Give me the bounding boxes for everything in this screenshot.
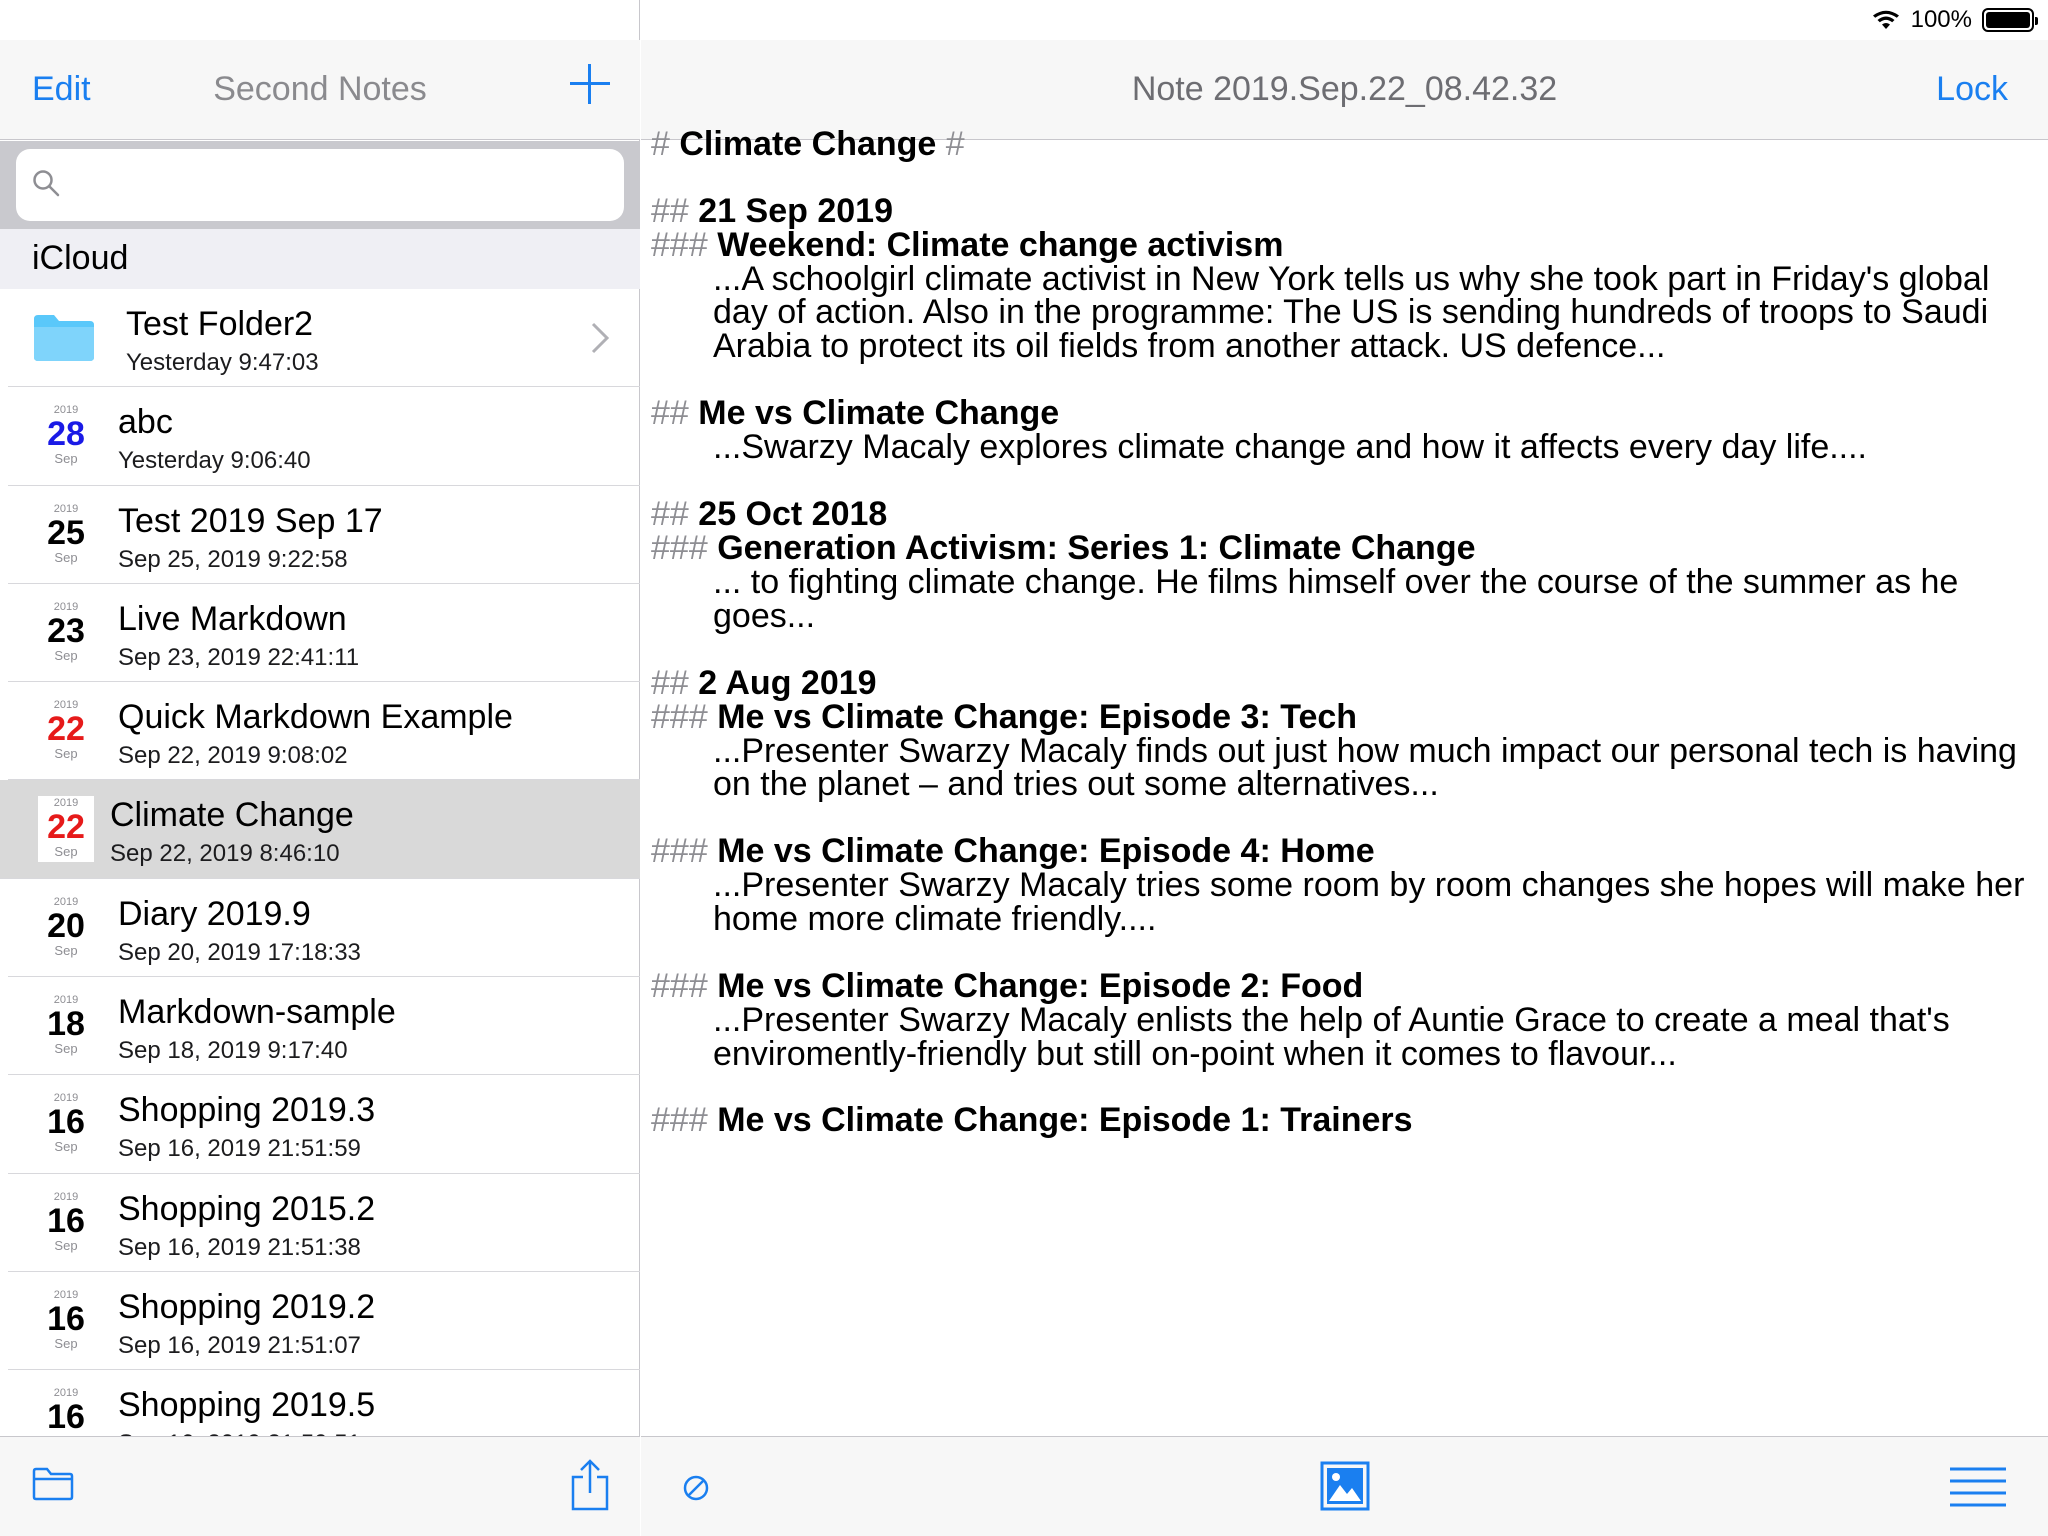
calendar-year: 2019 (53, 797, 79, 810)
battery-icon (1982, 8, 2034, 32)
line-text: Arabia to protect its oil fields from another attack. US defence... (713, 327, 1666, 365)
note-date: Sep 23, 2019 22:41:11 (118, 643, 360, 671)
calendar-month: Sep (54, 647, 78, 663)
calendar-day: 28 (47, 415, 85, 454)
markdown-marker: ### (651, 1101, 708, 1139)
markdown-heading-line (651, 1101, 1413, 1140)
calendar-year: 2019 (53, 1092, 79, 1105)
calendar-month: Sep (54, 549, 78, 565)
line-text: Me vs Climate Change: Episode 1: Trainers (717, 1101, 1413, 1139)
calendar-month: Sep (54, 1335, 78, 1351)
calendar-month: Sep (54, 746, 78, 762)
menu-lines-icon[interactable] (1950, 1465, 2006, 1509)
left-navigation-bar (0, 40, 640, 140)
calendar-icon (38, 600, 94, 666)
note-title: Climate Change (110, 796, 354, 835)
note-row[interactable] (8, 486, 640, 584)
insert-image-icon[interactable] (1320, 1461, 1370, 1511)
battery-percent: 100% (1910, 6, 1972, 33)
line-text: 2 Aug 2019 (698, 664, 877, 702)
calendar-icon (38, 698, 94, 764)
calendar-year: 2019 (53, 699, 79, 712)
markdown-marker: # (945, 125, 965, 163)
markdown-marker: ## (651, 192, 689, 230)
note-row[interactable] (8, 1174, 640, 1272)
line-text: Me vs Climate Change: Episode 2: Food (717, 967, 1364, 1005)
calendar-year: 2019 (53, 1387, 79, 1400)
folder-date: Yesterday 9:47:03 (126, 349, 319, 376)
note-editor[interactable] (641, 125, 2048, 1436)
calendar-month: Sep (54, 844, 78, 860)
lock-button[interactable]: Lock (1936, 70, 2008, 108)
folder-title: Test Folder2 (126, 305, 314, 343)
note-title: Shopping 2019.3 (118, 1091, 376, 1130)
note-date: Sep 20, 2019 17:18:33 (118, 938, 361, 966)
note-date: Sep 16, 2019 21:51:38 (118, 1233, 361, 1261)
markdown-body-line (713, 765, 1439, 804)
markdown-marker: # (651, 125, 670, 163)
line-text: Weekend: Climate change activism (717, 226, 1284, 264)
markdown-body-line (713, 1035, 1677, 1074)
line-text: Me vs Climate Change: Episode 3: Tech (717, 698, 1358, 736)
calendar-year: 2019 (53, 404, 79, 417)
calendar-year: 2019 (53, 502, 79, 515)
folder-icon (34, 315, 94, 361)
line-text: 21 Sep 2019 (698, 192, 893, 230)
note-date: Sep 18, 2019 9:17:40 (118, 1037, 348, 1065)
calendar-day: 16 (47, 1201, 85, 1240)
share-icon[interactable] (570, 1459, 610, 1511)
markdown-heading-line (651, 125, 965, 164)
note-title: Shopping 2019.5 (118, 1386, 376, 1425)
line-text: home more climate friendly.... (713, 900, 1157, 938)
markdown-marker: ### (651, 832, 708, 870)
calendar-day: 22 (47, 710, 85, 749)
chevron-right-icon (590, 321, 610, 355)
search-input[interactable] (76, 159, 606, 211)
search-field (16, 149, 624, 221)
line-text: ...A schoolgirl climate activist in New York tells us why she took part in Friday's global (713, 260, 1990, 298)
line-text: ...Presenter Swarzy Macaly enlists the help of Auntie Grace to create a meal that's (713, 1001, 1950, 1039)
status-right (1871, 6, 2034, 34)
note-date: Sep 16, 2019 21:51:07 (118, 1331, 361, 1359)
line-text: enviromently-friendly but still on-point when it comes to flavour... (713, 1035, 1677, 1073)
note-date: Sep 25, 2019 9:22:58 (118, 545, 348, 573)
line-text: ...Swarzy Macaly explores climate change and how it affects every day life.... (713, 428, 1868, 466)
calendar-month: Sep (54, 1139, 78, 1155)
note-row[interactable] (8, 879, 640, 977)
calendar-day: 22 (47, 808, 85, 847)
markdown-marker: ## (651, 495, 689, 533)
calendar-day: 23 (47, 611, 85, 650)
line-text: 25 Oct 2018 (698, 495, 888, 533)
notes-list-pane (0, 0, 640, 1536)
note-row[interactable] (8, 1272, 640, 1370)
markdown-marker: ### (651, 529, 708, 567)
note-row[interactable] (8, 1075, 640, 1173)
note-date: Sep 22, 2019 8:46:10 (110, 840, 340, 868)
calendar-month: Sep (54, 1041, 78, 1057)
calendar-month: Sep (54, 451, 78, 467)
app-title: Second Notes (213, 70, 427, 108)
notes-list (0, 289, 640, 1436)
markdown-marker: ### (651, 226, 708, 264)
calendar-icon (38, 993, 94, 1059)
line-text: Climate Change (679, 125, 937, 163)
section-header-icloud: iCloud (0, 229, 640, 289)
note-row[interactable] (8, 584, 640, 682)
line-text: on the planet – and tries out some alternatives... (713, 765, 1439, 803)
add-note-button[interactable] (570, 64, 610, 104)
calendar-day: 25 (47, 513, 85, 552)
no-format-icon[interactable] (681, 1473, 711, 1503)
calendar-day: 16 (47, 1103, 85, 1142)
note-title: Diary 2019.9 (118, 894, 311, 933)
line-text: Me vs Climate Change: Episode 4: Home (717, 832, 1375, 870)
calendar-month: Sep (54, 942, 78, 958)
folder-row[interactable] (8, 289, 640, 387)
markdown-marker: ### (651, 967, 708, 1005)
folder-outline-icon[interactable] (32, 1467, 74, 1501)
note-row[interactable] (0, 780, 640, 878)
calendar-icon (38, 796, 94, 862)
calendar-day: 18 (47, 1005, 85, 1044)
calendar-month: Sep (54, 1237, 78, 1253)
calendar-year: 2019 (53, 600, 79, 613)
calendar-year: 2019 (53, 1288, 79, 1301)
markdown-body-line (713, 597, 815, 636)
note-row[interactable] (8, 977, 640, 1075)
note-row[interactable] (8, 682, 640, 780)
markdown-body-line (713, 563, 1958, 602)
calendar-icon (38, 1091, 94, 1157)
calendar-day: 16 (47, 1299, 85, 1338)
note-date: Yesterday 9:06:40 (118, 447, 311, 475)
markdown-marker: ### (651, 698, 708, 736)
right-toolbar (641, 1436, 2048, 1536)
search-icon (32, 169, 60, 197)
note-title: Shopping 2019.2 (118, 1287, 376, 1326)
calendar-day: 16 (47, 1398, 85, 1437)
note-title: Note 2019.Sep.22_08.42.32 (1131, 70, 1558, 108)
calendar-year: 2019 (53, 1190, 79, 1203)
wifi-icon (1871, 9, 1901, 31)
calendar-icon (38, 502, 94, 568)
line-text: day of action. Also in the programme: The US is sending hundreds of troops to Saudi (713, 293, 1989, 331)
left-toolbar (0, 1436, 640, 1536)
calendar-icon (38, 403, 94, 469)
calendar-icon (38, 895, 94, 961)
markdown-body-line (713, 327, 1665, 366)
markdown-body-line (713, 900, 1156, 939)
note-title: Markdown-sample (118, 993, 396, 1032)
line-text: goes... (713, 597, 816, 635)
markdown-marker: ## (651, 394, 689, 432)
note-row[interactable] (8, 387, 640, 485)
note-title: abc (118, 403, 173, 442)
note-title: Quick Markdown Example (118, 698, 513, 737)
note-date: Sep 22, 2019 9:08:02 (118, 742, 348, 770)
note-title: Test 2019 Sep 17 (118, 501, 383, 540)
markdown-body-line (713, 428, 1867, 467)
line-text: ...Presenter Swarzy Macaly tries some room by room changes she hopes will make her (713, 866, 2025, 904)
line-text: Me vs Climate Change (698, 394, 1060, 432)
note-title: Live Markdown (118, 599, 347, 638)
markdown-marker: ## (651, 664, 689, 702)
calendar-icon (38, 1190, 94, 1256)
calendar-icon (38, 1288, 94, 1354)
edit-button[interactable]: Edit (32, 70, 91, 108)
calendar-year: 2019 (53, 895, 79, 908)
line-text: ...Presenter Swarzy Macaly finds out just how much impact our personal tech is having (713, 732, 2017, 770)
line-text: Generation Activism: Series 1: Climate Change (717, 529, 1476, 567)
line-text: ... to fighting climate change. He films himself over the course of the summer as he (713, 563, 1959, 601)
calendar-year: 2019 (53, 994, 79, 1007)
calendar-day: 20 (47, 906, 85, 945)
note-date: Sep 16, 2019 21:51:59 (118, 1135, 361, 1163)
note-title: Shopping 2015.2 (118, 1189, 376, 1228)
search-bar (0, 141, 640, 229)
